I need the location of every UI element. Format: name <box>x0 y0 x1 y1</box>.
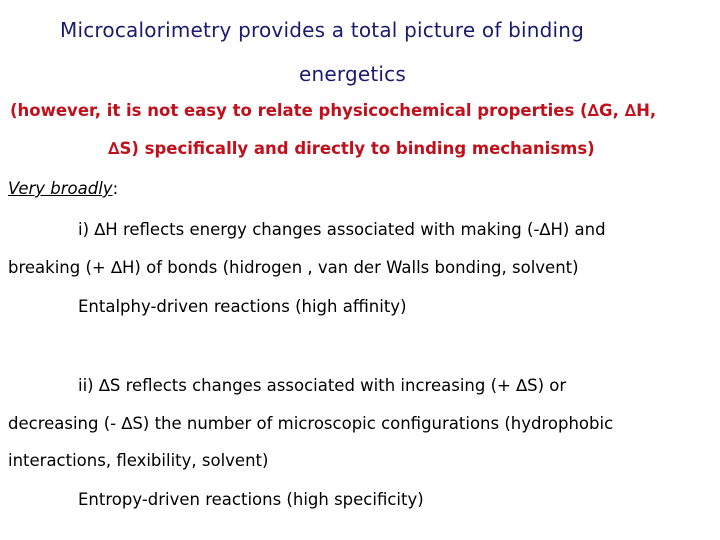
slide-title-line-2: energetics <box>299 62 406 86</box>
item-2-line-2: decreasing (- ∆S) the number of microscopic configurations (hydrophobic <box>8 414 614 433</box>
item-2-line-3: interactions, flexibility, solvent) <box>8 451 269 470</box>
intro-line <box>8 179 118 198</box>
intro-label: Very broadly <box>8 179 113 198</box>
note-line-2: ∆S) specifically and directly to binding mechanisms) <box>108 139 595 158</box>
item-2-result: Entropy-driven reactions (high specificity) <box>78 490 424 509</box>
item-1-line-2: breaking (+ ∆H) of bonds (hidrogen , van der Walls bonding, solvent) <box>8 258 579 277</box>
item-1-line-1: i) ∆H reflects energy changes associated with making (-∆H) and <box>78 220 606 239</box>
item-2-line-1: ii) ∆S reflects changes associated with increasing (+ ∆S) or <box>78 376 567 395</box>
note-line-1: (however, it is not easy to relate physicochemical properties (∆G, ∆H, <box>10 101 657 120</box>
slide-title-line-1: Microcalorimetry provides a total picture of binding <box>60 18 585 42</box>
item-1-result: Entalphy-driven reactions (high affinity) <box>78 297 407 316</box>
intro-colon: : <box>112 179 119 198</box>
